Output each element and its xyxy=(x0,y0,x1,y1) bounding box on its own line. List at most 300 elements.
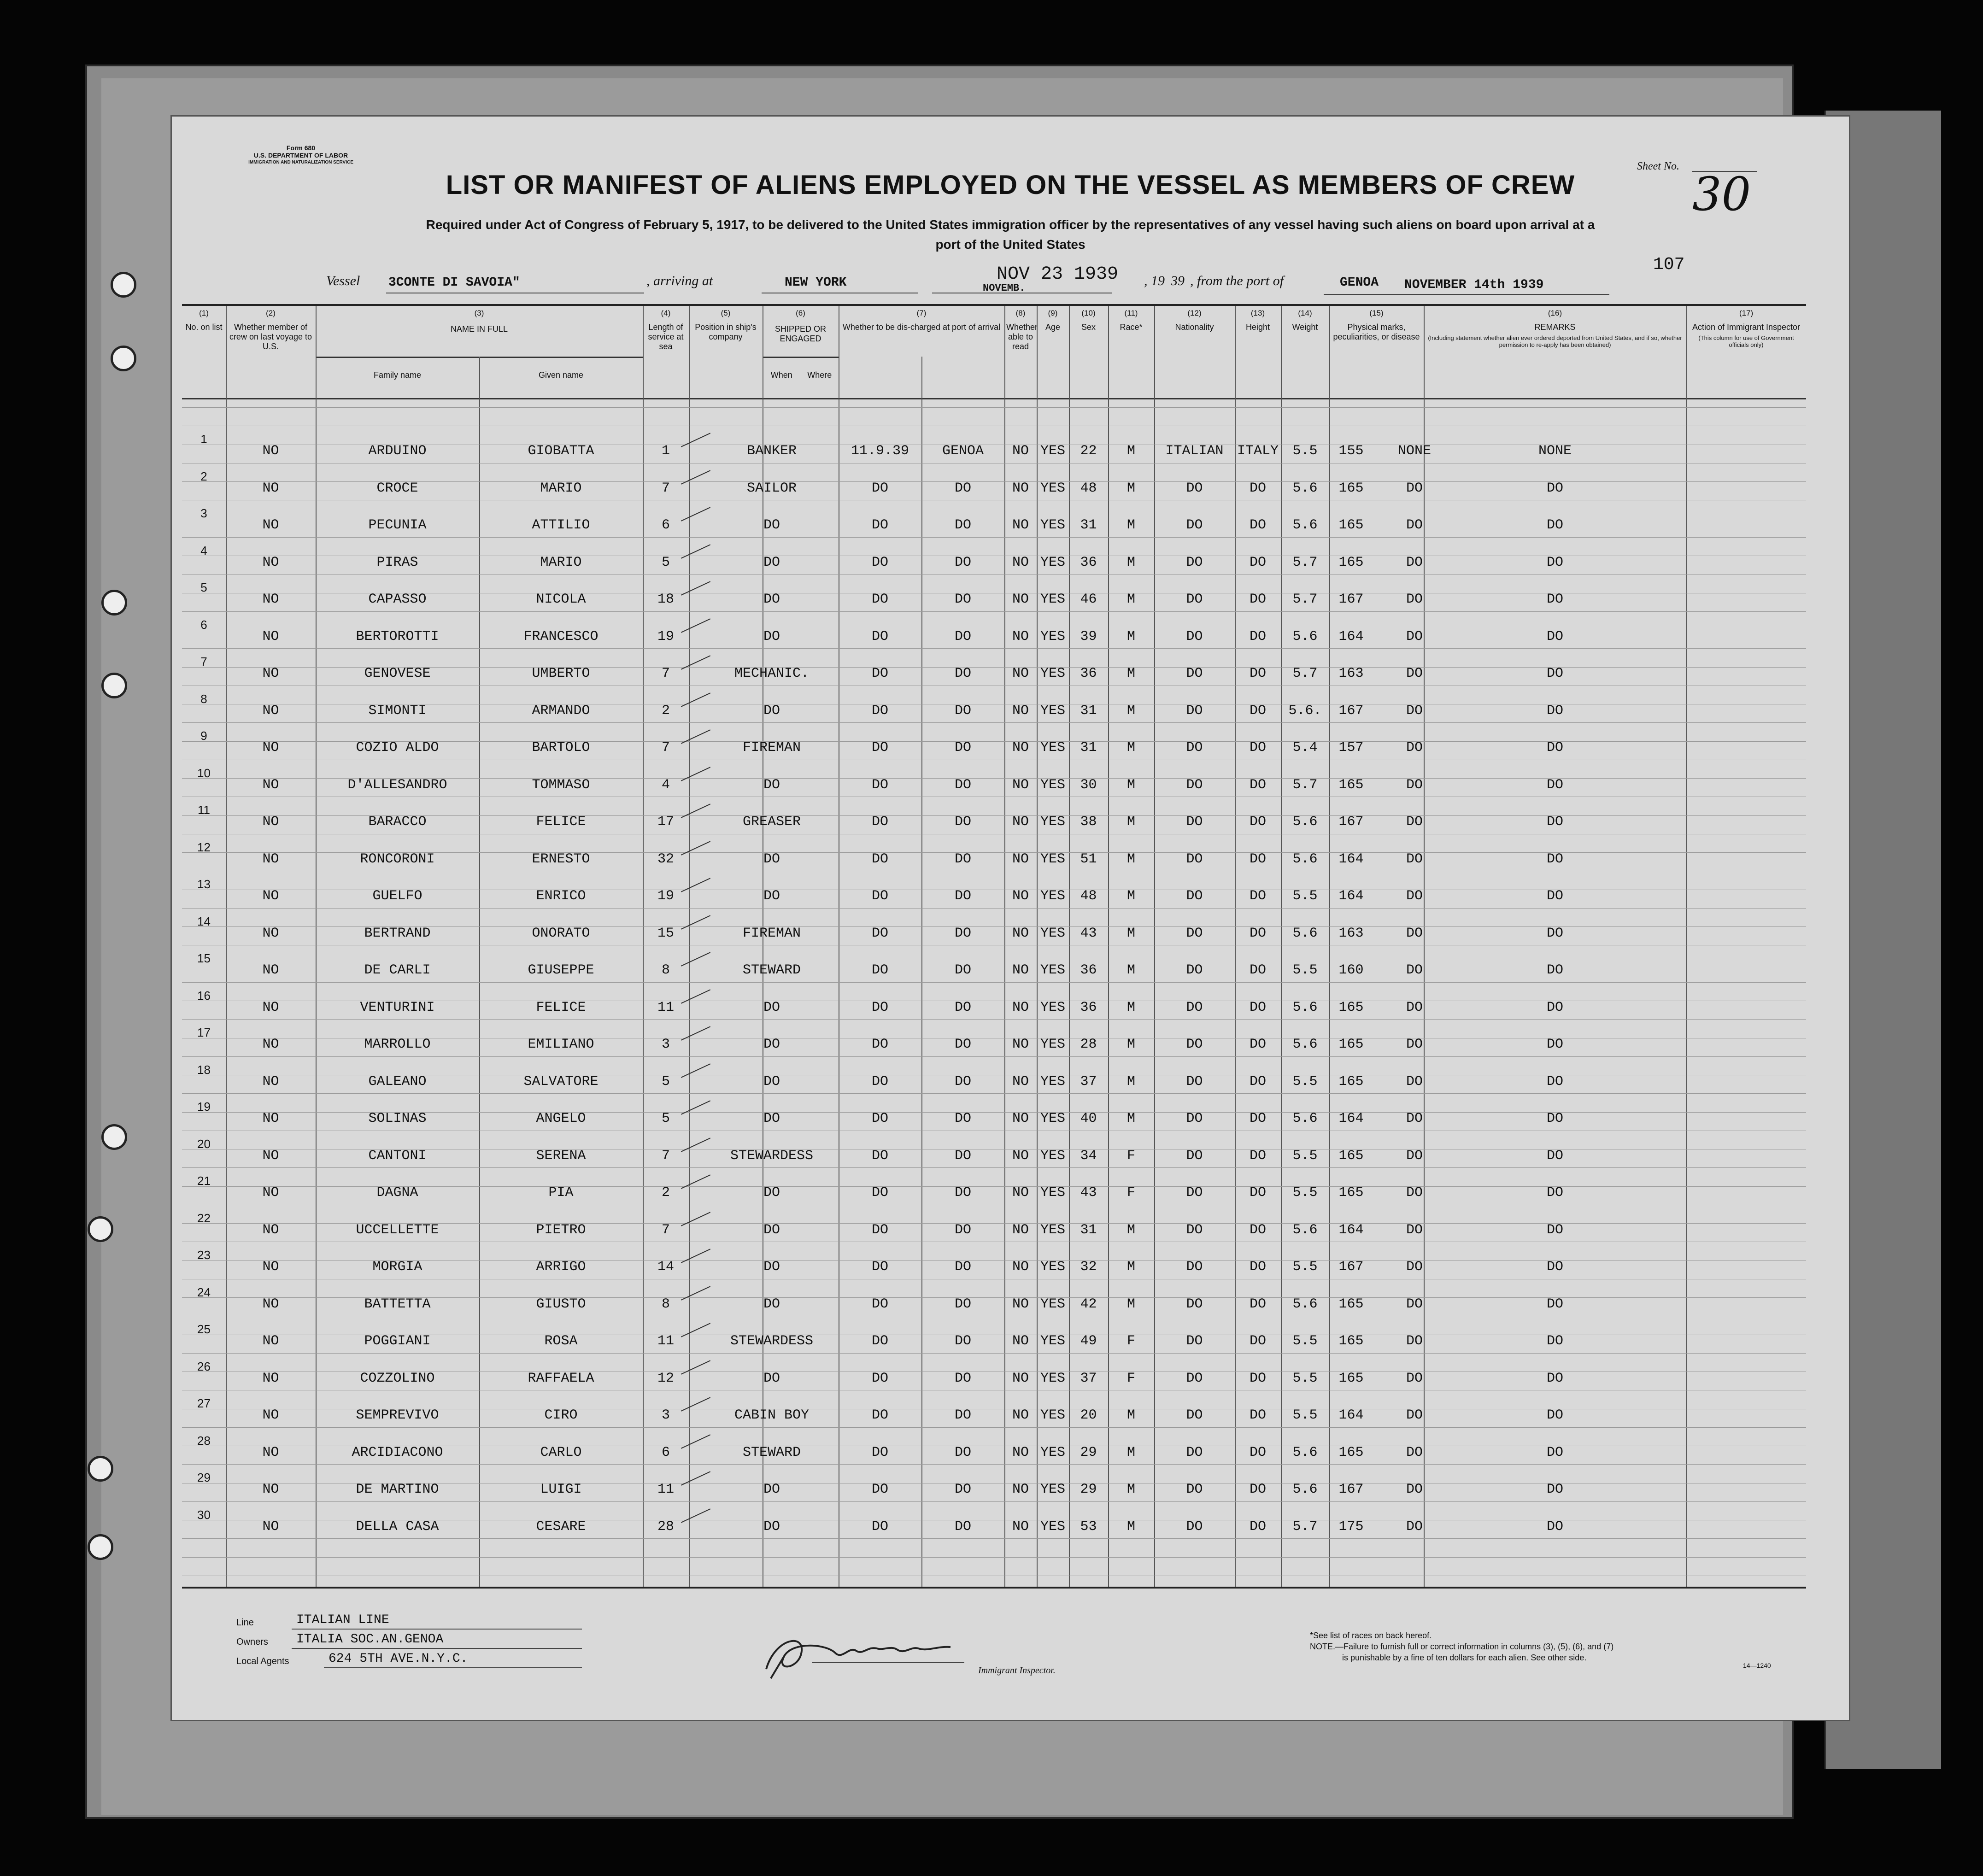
cell-age: 31 xyxy=(1080,517,1097,533)
cell-where: DO xyxy=(954,740,971,756)
cell-service: 17 xyxy=(657,814,674,830)
cell-position: DO xyxy=(763,1518,780,1535)
document-title: LIST OR MANIFEST OF ALIENS EMPLOYED ON THE VESSEL AS MEMBERS OF CREW xyxy=(446,170,1575,200)
cell-remarks: DO xyxy=(1546,1185,1563,1201)
cell-height: 5.5 xyxy=(1292,1148,1318,1164)
cell-race: DO xyxy=(1186,999,1203,1015)
binder-hole xyxy=(88,1216,113,1242)
cell-when: DO xyxy=(871,1259,888,1275)
cell-height: 5.5 xyxy=(1292,1333,1318,1349)
cell-marks: DO xyxy=(1406,1185,1423,1201)
cell-where: DO xyxy=(954,517,971,533)
cell-when: DO xyxy=(871,999,888,1015)
cell-marks: DO xyxy=(1406,1259,1423,1275)
cell-age: 38 xyxy=(1080,814,1097,830)
cell-crew: NO xyxy=(262,925,279,941)
table-row xyxy=(182,506,1806,546)
table-row xyxy=(182,1174,1806,1214)
cell-read: YES xyxy=(1040,740,1065,756)
ship-owners: ITALIA SOC.AN.GENOA xyxy=(296,1632,444,1647)
column-header: Whether to be dis-charged at port of arrival xyxy=(842,322,1001,332)
cell-when: DO xyxy=(871,925,888,941)
column-number: (1) xyxy=(199,309,209,317)
cell-read: YES xyxy=(1040,1296,1065,1312)
column-number: (8) xyxy=(1015,309,1026,317)
cell-sex: M xyxy=(1126,1259,1135,1275)
cell-remarks: DO xyxy=(1546,962,1563,978)
cell-read: YES xyxy=(1040,1482,1065,1497)
form-code: 14—1240 xyxy=(1743,1662,1771,1669)
table-row xyxy=(182,1473,1806,1511)
cell-discharged: NO xyxy=(1012,517,1029,533)
cell-when: DO xyxy=(871,1333,888,1349)
table-row xyxy=(182,1359,1806,1400)
cell-age: 31 xyxy=(1080,703,1097,719)
cell-sex: M xyxy=(1126,703,1135,719)
cell-read: YES xyxy=(1040,443,1065,459)
cell-remarks: DO xyxy=(1546,1296,1563,1312)
cell-crew: NO xyxy=(262,1333,279,1349)
table-row xyxy=(182,617,1806,658)
cell-crew: NO xyxy=(262,851,279,867)
cell-read: YES xyxy=(1040,666,1065,681)
column-note: (Including statement whether alien ever ordered deported from United States, and if so, whether permission to re-apply has been obtained) xyxy=(1428,334,1682,348)
cell-when: DO xyxy=(871,962,888,978)
cell-race: DO xyxy=(1186,592,1203,607)
form-service: IMMIGRATION AND NATURALIZATION SERVICE xyxy=(248,160,353,165)
column-header: SHIPPED OR ENGAGED xyxy=(774,324,827,343)
column-header: Weight xyxy=(1292,322,1318,332)
cell-given: ERNESTO xyxy=(532,851,590,867)
cell-no: 5 xyxy=(200,580,207,594)
cell-crew: NO xyxy=(262,814,279,830)
cell-where: DO xyxy=(954,1185,971,1201)
cell-weight: 165 xyxy=(1338,1444,1364,1460)
cell-service: 7 xyxy=(661,740,670,756)
cell-given: ARRIGO xyxy=(536,1259,586,1275)
cell-weight: 175 xyxy=(1338,1518,1364,1535)
cell-nationality: DO xyxy=(1249,1037,1266,1052)
cell-sex: M xyxy=(1126,554,1135,570)
cell-discharged: NO xyxy=(1012,1073,1029,1090)
cell-marks: DO xyxy=(1406,1037,1423,1052)
cell-height: 5.6 xyxy=(1292,851,1318,867)
cell-family: ARDUINO xyxy=(368,443,427,459)
cell-sex: M xyxy=(1126,1482,1135,1497)
cell-remarks: DO xyxy=(1546,1333,1563,1349)
cell-read: YES xyxy=(1040,777,1065,793)
cell-discharged: NO xyxy=(1012,1259,1029,1275)
cell-nationality: DO xyxy=(1249,962,1266,978)
cell-position: DO xyxy=(763,1259,780,1275)
cell-height: 5.7 xyxy=(1292,777,1318,793)
cell-marks: DO xyxy=(1406,925,1423,941)
cell-weight: 165 xyxy=(1338,1148,1364,1164)
cell-weight: 167 xyxy=(1338,1482,1364,1497)
cell-race: DO xyxy=(1186,1222,1203,1238)
cell-position: DO xyxy=(763,1370,780,1386)
cell-marks: DO xyxy=(1406,1444,1423,1460)
cell-crew: NO xyxy=(262,740,279,756)
cell-position: DO xyxy=(763,1111,780,1126)
cell-height: 5.6 xyxy=(1292,1482,1318,1497)
cell-no: 24 xyxy=(197,1285,211,1299)
cell-discharged: NO xyxy=(1012,1482,1029,1497)
cell-age: 37 xyxy=(1080,1073,1097,1090)
cell-sex: M xyxy=(1126,999,1135,1015)
cell-when: DO xyxy=(871,666,888,681)
cell-nationality: DO xyxy=(1249,1333,1266,1349)
cell-given: CARLO xyxy=(540,1444,582,1460)
cell-nationality: DO xyxy=(1249,1073,1266,1090)
cell-weight: 164 xyxy=(1338,1222,1364,1238)
cell-nationality: DO xyxy=(1249,1518,1266,1535)
cell-read: YES xyxy=(1040,592,1065,607)
column-header: Action of Immigrant Inspector xyxy=(1692,322,1801,332)
cell-marks: DO xyxy=(1406,777,1423,793)
column-header: Age xyxy=(1045,322,1061,332)
cell-read: YES xyxy=(1040,1073,1065,1090)
cell-where: DO xyxy=(954,1333,971,1349)
cell-height: 5.5 xyxy=(1292,1185,1318,1201)
column-header: REMARKS xyxy=(1534,322,1576,332)
cell-given: ENRICO xyxy=(536,888,586,904)
cell-position: STEWARDESS xyxy=(730,1148,814,1164)
cell-given: SALVATORE xyxy=(523,1073,598,1090)
cell-service: 11 xyxy=(657,1333,674,1349)
cell-weight: 165 xyxy=(1338,1037,1364,1052)
cell-sex: M xyxy=(1126,1407,1135,1423)
cell-marks: DO xyxy=(1406,851,1423,867)
cell-position: MECHANIC. xyxy=(734,666,810,681)
cell-marks: DO xyxy=(1406,1333,1423,1349)
table-row xyxy=(182,1062,1806,1103)
cell-read: YES xyxy=(1040,517,1065,533)
cell-height: 5.5 xyxy=(1292,1407,1318,1423)
cell-position: DO xyxy=(763,851,780,867)
cell-weight: 165 xyxy=(1338,1185,1364,1201)
cell-crew: NO xyxy=(262,1037,279,1052)
cell-service: 6 xyxy=(661,1444,670,1460)
cell-nationality: DO xyxy=(1249,480,1266,496)
cell-race: DO xyxy=(1186,1444,1203,1460)
cell-discharged: NO xyxy=(1012,1111,1029,1126)
table-row xyxy=(182,432,1806,472)
cell-read: YES xyxy=(1040,1518,1065,1535)
cell-discharged: NO xyxy=(1012,1444,1029,1460)
cell-crew: NO xyxy=(262,777,279,793)
column-number: (2) xyxy=(266,309,276,317)
cell-race: DO xyxy=(1186,851,1203,867)
cell-discharged: NO xyxy=(1012,1148,1029,1164)
cell-weight: 165 xyxy=(1338,517,1364,533)
cell-read: YES xyxy=(1040,1111,1065,1126)
cell-read: YES xyxy=(1040,962,1065,978)
cell-sex: M xyxy=(1126,777,1135,793)
cell-when: DO xyxy=(871,740,888,756)
cell-family: BERTOROTTI xyxy=(356,628,439,645)
cell-position: DO xyxy=(763,1073,780,1090)
cell-age: 31 xyxy=(1080,1222,1097,1238)
cell-when: DO xyxy=(871,1148,888,1164)
cell-height: 5.5 xyxy=(1292,443,1318,459)
cell-position: DO xyxy=(763,1037,780,1052)
form-header xyxy=(241,144,361,166)
header-divider xyxy=(182,398,1806,399)
cell-sex: M xyxy=(1126,962,1135,978)
cell-race: DO xyxy=(1186,962,1203,978)
cell-read: YES xyxy=(1040,1148,1065,1164)
cell-position: CABIN BOY xyxy=(734,1407,810,1423)
cell-sex: M xyxy=(1126,1444,1135,1460)
cell-age: 36 xyxy=(1080,999,1097,1015)
cell-marks: DO xyxy=(1406,628,1423,645)
cell-family: PECUNIA xyxy=(368,517,427,533)
cell-remarks: DO xyxy=(1546,1073,1563,1090)
cell-sex: M xyxy=(1126,480,1135,496)
cell-service: 7 xyxy=(661,1222,670,1238)
cell-remarks: DO xyxy=(1546,888,1563,904)
cell-family: GENOVESE xyxy=(364,666,431,681)
table-row xyxy=(182,1102,1806,1140)
cell-remarks: NONE xyxy=(1538,443,1572,459)
cell-read: YES xyxy=(1040,1333,1065,1349)
cell-marks: DO xyxy=(1406,592,1423,607)
cell-crew: NO xyxy=(262,554,279,570)
table-row xyxy=(182,580,1806,621)
cell-when: DO xyxy=(871,777,888,793)
table-row xyxy=(182,988,1806,1029)
column-number: (11) xyxy=(1124,309,1138,317)
cell-given: PIETRO xyxy=(536,1222,586,1238)
cell-given: UMBERTO xyxy=(532,666,590,681)
cell-nationality: DO xyxy=(1249,517,1266,533)
cell-marks: DO xyxy=(1406,1111,1423,1126)
line-rule xyxy=(292,1629,582,1630)
cell-family: MARROLLO xyxy=(364,1037,431,1052)
column-header: Nationality xyxy=(1175,322,1214,332)
cell-service: 6 xyxy=(661,517,670,533)
cell-crew: NO xyxy=(262,962,279,978)
table-row xyxy=(182,469,1806,510)
cell-where: DO xyxy=(954,1518,971,1535)
cell-height: 5.5 xyxy=(1292,1370,1318,1386)
cell-discharged: NO xyxy=(1012,1407,1029,1423)
cell-service: 2 xyxy=(661,703,670,719)
cell-nationality: DO xyxy=(1249,666,1266,681)
cell-crew: NO xyxy=(262,1111,279,1126)
cell-where: DO xyxy=(954,703,971,719)
cell-nationality: DO xyxy=(1249,814,1266,830)
cell-sex: F xyxy=(1126,1370,1135,1386)
cell-position: DO xyxy=(763,517,780,533)
cell-discharged: NO xyxy=(1012,592,1029,607)
cell-position: STEWARD xyxy=(742,962,801,978)
cell-remarks: DO xyxy=(1546,1222,1563,1238)
vessel-name: 3CONTE DI SAVOIA" xyxy=(388,276,520,290)
departure-date: NOVEMBER 14th 1939 xyxy=(1404,278,1544,292)
cell-remarks: DO xyxy=(1546,1148,1563,1164)
cell-height: 5.6 xyxy=(1292,1037,1318,1052)
cell-age: 39 xyxy=(1080,628,1097,645)
cell-position: STEWARD xyxy=(742,1444,801,1460)
cell-height: 5.6 xyxy=(1292,925,1318,941)
cell-age: 49 xyxy=(1080,1333,1097,1349)
cell-given: LUIGI xyxy=(540,1482,582,1497)
column-number: (12) xyxy=(1187,309,1202,317)
cell-sex: M xyxy=(1126,592,1135,607)
cell-discharged: NO xyxy=(1012,999,1029,1015)
cell-height: 5.7 xyxy=(1292,1518,1318,1535)
cell-service: 19 xyxy=(657,888,674,904)
cell-read: YES xyxy=(1040,851,1065,867)
cell-position: GREASER xyxy=(742,814,801,830)
sheet-number: 30 xyxy=(1692,167,1751,221)
cell-service: 11 xyxy=(657,999,674,1015)
cell-remarks: DO xyxy=(1546,666,1563,681)
cell-when: DO xyxy=(871,1185,888,1201)
cell-sex: M xyxy=(1126,1111,1135,1126)
cell-given: MARIO xyxy=(540,554,582,570)
cell-race: DO xyxy=(1186,1259,1203,1275)
cell-sex: M xyxy=(1126,1073,1135,1090)
cell-height: 5.6 xyxy=(1292,814,1318,830)
cell-crew: NO xyxy=(262,888,279,904)
cell-height: 5.5 xyxy=(1292,1259,1318,1275)
table-row xyxy=(182,766,1806,806)
cell-crew: NO xyxy=(262,1518,279,1535)
cell-weight: 164 xyxy=(1338,1407,1364,1423)
cell-discharged: NO xyxy=(1012,740,1029,756)
shipped-subheader-divider xyxy=(763,357,839,358)
cell-crew: NO xyxy=(262,628,279,645)
cell-no: 3 xyxy=(200,506,207,520)
cell-nationality: DO xyxy=(1249,1259,1266,1275)
binder-hole xyxy=(88,1456,113,1482)
cell-when: DO xyxy=(871,1407,888,1423)
cell-no: 6 xyxy=(200,617,207,632)
shipping-line: ITALIAN LINE xyxy=(296,1613,389,1627)
cell-when: DO xyxy=(871,517,888,533)
cell-race: DO xyxy=(1186,554,1203,570)
cell-service: 5 xyxy=(661,1111,670,1126)
cell-nationality: DO xyxy=(1249,1444,1266,1460)
binder-hole xyxy=(101,1124,127,1150)
cell-discharged: NO xyxy=(1012,1518,1029,1535)
cell-age: 20 xyxy=(1080,1407,1097,1423)
table-row xyxy=(182,803,1806,843)
cell-no: 10 xyxy=(197,766,211,780)
table-row xyxy=(182,543,1806,584)
cell-no: 11 xyxy=(198,803,210,817)
cell-remarks: DO xyxy=(1546,592,1563,607)
cell-family: COZIO ALDO xyxy=(356,740,439,756)
cell-given: TOMMASO xyxy=(532,777,590,793)
cell-sex: M xyxy=(1126,517,1135,533)
cell-weight: 163 xyxy=(1338,925,1364,941)
cell-remarks: DO xyxy=(1546,777,1563,793)
inspector-signature xyxy=(757,1628,960,1683)
cell-position: FIREMAN xyxy=(742,925,801,941)
cell-no: 28 xyxy=(197,1433,211,1448)
cell-crew: NO xyxy=(262,592,279,607)
cell-nationality: DO xyxy=(1249,1222,1266,1238)
cell-read: YES xyxy=(1040,999,1065,1015)
form-number: Form 680 xyxy=(286,144,316,152)
cell-weight: 167 xyxy=(1338,1259,1364,1275)
cell-no: 8 xyxy=(200,692,207,706)
cell-no: 26 xyxy=(197,1359,211,1373)
cell-nationality: DO xyxy=(1249,592,1266,607)
table-row xyxy=(182,1507,1806,1548)
cell-given: GIOBATTA xyxy=(528,443,594,459)
cell-nationality: DO xyxy=(1249,999,1266,1015)
cell-position: DO xyxy=(763,554,780,570)
cell-position: DO xyxy=(763,1222,780,1238)
cell-where: DO xyxy=(954,1444,971,1460)
column-header: Race* xyxy=(1120,322,1143,332)
cell-age: 42 xyxy=(1080,1296,1097,1312)
cell-no: 17 xyxy=(197,1026,211,1039)
cell-marks: DO xyxy=(1406,1482,1423,1497)
cell-age: 29 xyxy=(1080,1444,1097,1460)
column-subheader: When xyxy=(770,370,792,380)
cell-no: 27 xyxy=(197,1396,211,1410)
cell-age: 32 xyxy=(1080,1259,1097,1275)
cell-read: YES xyxy=(1040,1037,1065,1052)
column-number: (13) xyxy=(1250,309,1265,317)
cell-given: GIUSEPPE xyxy=(528,962,594,978)
cell-no: 18 xyxy=(197,1062,211,1077)
cell-service: 7 xyxy=(661,480,670,496)
cell-age: 28 xyxy=(1080,1037,1097,1052)
cell-where: DO xyxy=(954,888,971,904)
cell-no: 13 xyxy=(197,877,211,891)
cell-no: 4 xyxy=(200,543,207,557)
cell-service: 7 xyxy=(661,666,670,681)
cell-discharged: NO xyxy=(1012,703,1029,719)
column-number: (4) xyxy=(661,309,671,317)
cell-race: DO xyxy=(1186,1185,1203,1201)
arrival-port: NEW YORK xyxy=(785,276,847,290)
cell-discharged: NO xyxy=(1012,1296,1029,1312)
cell-no: 16 xyxy=(197,988,211,1002)
cell-given: BARTOLO xyxy=(532,740,590,756)
cell-given: ONORATO xyxy=(532,925,590,941)
cell-where: DO xyxy=(954,1407,971,1423)
cell-family: SIMONTI xyxy=(368,703,427,719)
cell-weight: 164 xyxy=(1338,628,1364,645)
cell-service: 32 xyxy=(657,851,674,867)
cell-family: COZZOLINO xyxy=(360,1370,435,1386)
cell-given: RAFFAELA xyxy=(528,1370,594,1386)
cell-marks: DO xyxy=(1406,1222,1423,1238)
cell-sex: M xyxy=(1126,925,1135,941)
cell-when: DO xyxy=(871,480,888,496)
cell-age: 40 xyxy=(1080,1111,1097,1126)
cell-discharged: NO xyxy=(1012,962,1029,978)
cell-nationality: DO xyxy=(1249,703,1266,719)
cell-no: 25 xyxy=(197,1322,211,1336)
cell-nationality: DO xyxy=(1249,1296,1266,1312)
cell-age: 37 xyxy=(1080,1370,1097,1386)
from-port-label: , from the port of xyxy=(1190,273,1284,288)
cell-nationality: DO xyxy=(1249,1148,1266,1164)
table-row xyxy=(182,1248,1806,1288)
cell-given: PIA xyxy=(548,1185,574,1201)
cell-discharged: NO xyxy=(1012,628,1029,645)
cell-position: DO xyxy=(763,1296,780,1312)
